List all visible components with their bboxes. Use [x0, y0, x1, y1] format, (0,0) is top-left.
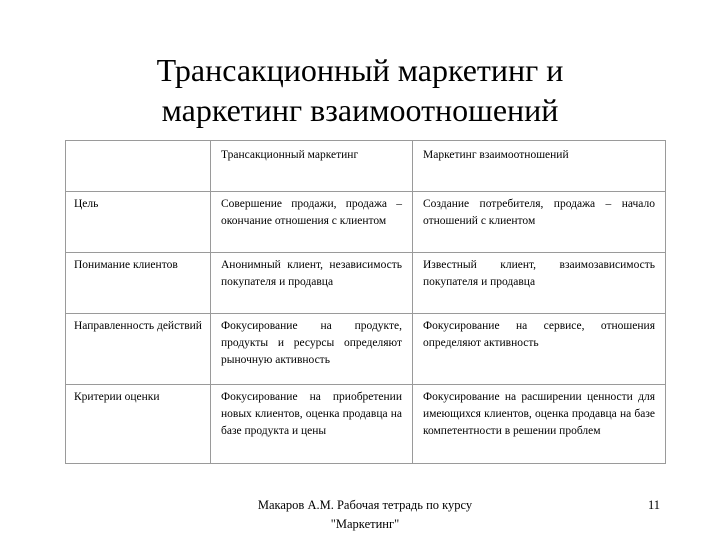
cell-relationship: Фокусирование на расширении ценности для имеющихся клиентов, оценка продавца на базе компетентности в решении проблем	[413, 385, 666, 464]
table-header-row	[66, 141, 666, 192]
cell-relationship: Фокусирование на сервисе, отношения определяют активность	[413, 314, 666, 385]
row-label: Цель	[66, 192, 211, 253]
slide-title-line-1: Трансакционный маркетинг и	[156, 52, 564, 88]
cell-transactional: Совершение продажи, продажа – окончание отношения с клиентом	[211, 192, 413, 253]
slide-title	[60, 50, 660, 130]
cell-transactional: Фокусирование на приобретении новых клиентов, оценка продавца на базе продукта и цены	[211, 385, 413, 464]
table-row	[66, 192, 666, 253]
slide-title-line-2: маркетинг взаимоотношений	[161, 92, 559, 128]
row-label: Критерии оценки	[66, 385, 211, 464]
page-number: 11	[647, 498, 660, 512]
comparison-table	[65, 140, 666, 464]
table-row	[66, 314, 666, 385]
cell-transactional: Анонимный клиент, независимость покупателя и продавца	[211, 253, 413, 314]
table-row	[66, 253, 666, 314]
cell-relationship: Создание потребителя, продажа – начало отношений с клиентом	[413, 192, 666, 253]
header-cell-relationship: Маркетинг взаимоотношений	[413, 141, 666, 192]
header-cell-empty	[66, 141, 211, 192]
header-cell-transactional: Трансакционный маркетинг	[211, 141, 413, 192]
cell-relationship: Известный клиент, взаимозависимость покупателя и продавца	[413, 253, 666, 314]
row-label: Направленность действий	[66, 314, 211, 385]
row-label: Понимание клиентов	[66, 253, 211, 314]
cell-transactional: Фокусирование на продукте, продукты и ресурсы определяют рыночную активность	[211, 314, 413, 385]
footer-source-note: Макаров А.М. Рабочая тетрадь по курсу "Маркетинг"	[257, 498, 473, 531]
table-row	[66, 385, 666, 464]
